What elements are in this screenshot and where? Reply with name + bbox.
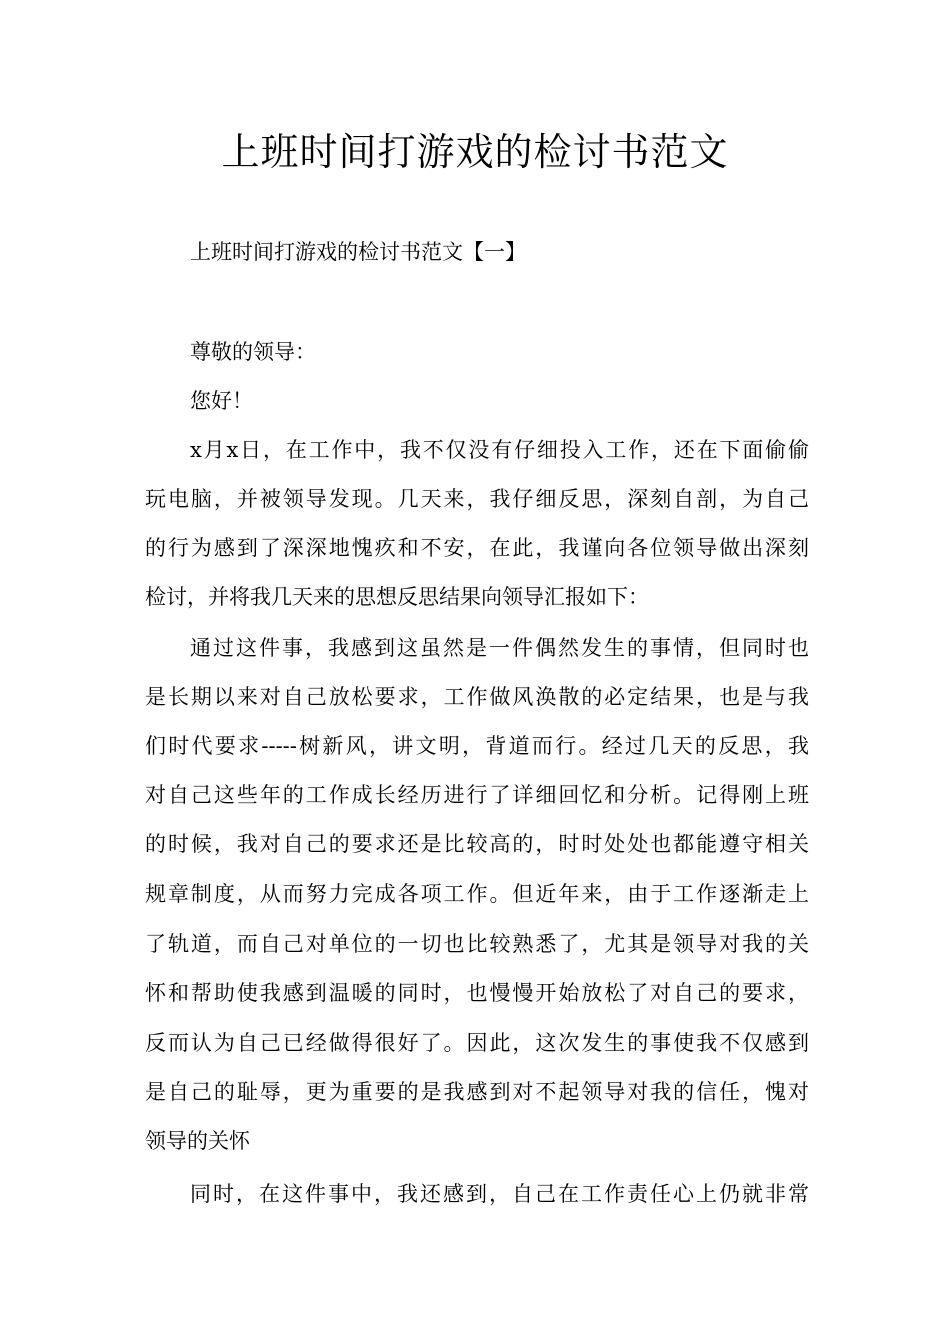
paragraph-line: 领导的关怀 bbox=[145, 1129, 250, 1153]
paragraph-line: x月x日，在工作中，我不仅没有仔细投入工作，还在下面偷偷 bbox=[190, 438, 809, 462]
paragraph-line: 们时代要求-----树新风，讲文明，背道而行。经过几天的反思，我 bbox=[145, 734, 809, 758]
paragraph-line: 了轨道，而自己对单位的一切也比较熟悉了，尤其是领导对我的关 bbox=[145, 932, 809, 956]
paragraph-line: 对自己这些年的工作成长经历进行了详细回忆和分析。记得刚上班 bbox=[145, 783, 809, 807]
greeting: 您好！ bbox=[190, 389, 253, 413]
paragraph-line: 同时，在这件事中，我还感到，自己在工作责任心上仍就非常 bbox=[190, 1182, 809, 1206]
paragraph-line: 反而认为自己已经做得很好了。因此，这次发生的事使我不仅感到 bbox=[145, 1031, 809, 1055]
paragraph-line: 规章制度，从而努力完成各项工作。但近年来，由于工作逐渐走上 bbox=[145, 882, 809, 906]
salutation: 尊敬的领导： bbox=[190, 340, 316, 364]
paragraph-line: 玩电脑，并被领导发现。几天来，我仔细反思，深刻自剖，为自己 bbox=[145, 487, 809, 511]
document-title: 上班时间打游戏的检讨书范文 bbox=[221, 130, 729, 174]
paragraph-line: 的时候，我对自己的要求还是比较高的，时时处处也都能遵守相关 bbox=[145, 832, 809, 856]
paragraph-line: 怀和帮助使我感到温暖的同时，也慢慢开始放松了对自己的要求， bbox=[145, 981, 809, 1005]
paragraph-line: 的行为感到了深深地愧疚和不安，在此，我谨向各位领导做出深刻 bbox=[145, 536, 809, 560]
paragraph-line: 是自己的耻辱，更为重要的是我感到对不起领导对我的信任，愧对 bbox=[145, 1080, 809, 1104]
paragraph-line: 通过这件事，我感到这虽然是一件偶然发生的事情，但同时也 bbox=[190, 636, 809, 660]
section-heading: 上班时间打游戏的检讨书范文【一】 bbox=[190, 240, 526, 264]
paragraph-line: 是长期以来对自己放松要求，工作做风涣散的必定结果，也是与我 bbox=[145, 685, 809, 709]
paragraph-line: 检讨，并将我几天来的思想反思结果向领导汇报如下： bbox=[145, 585, 649, 609]
